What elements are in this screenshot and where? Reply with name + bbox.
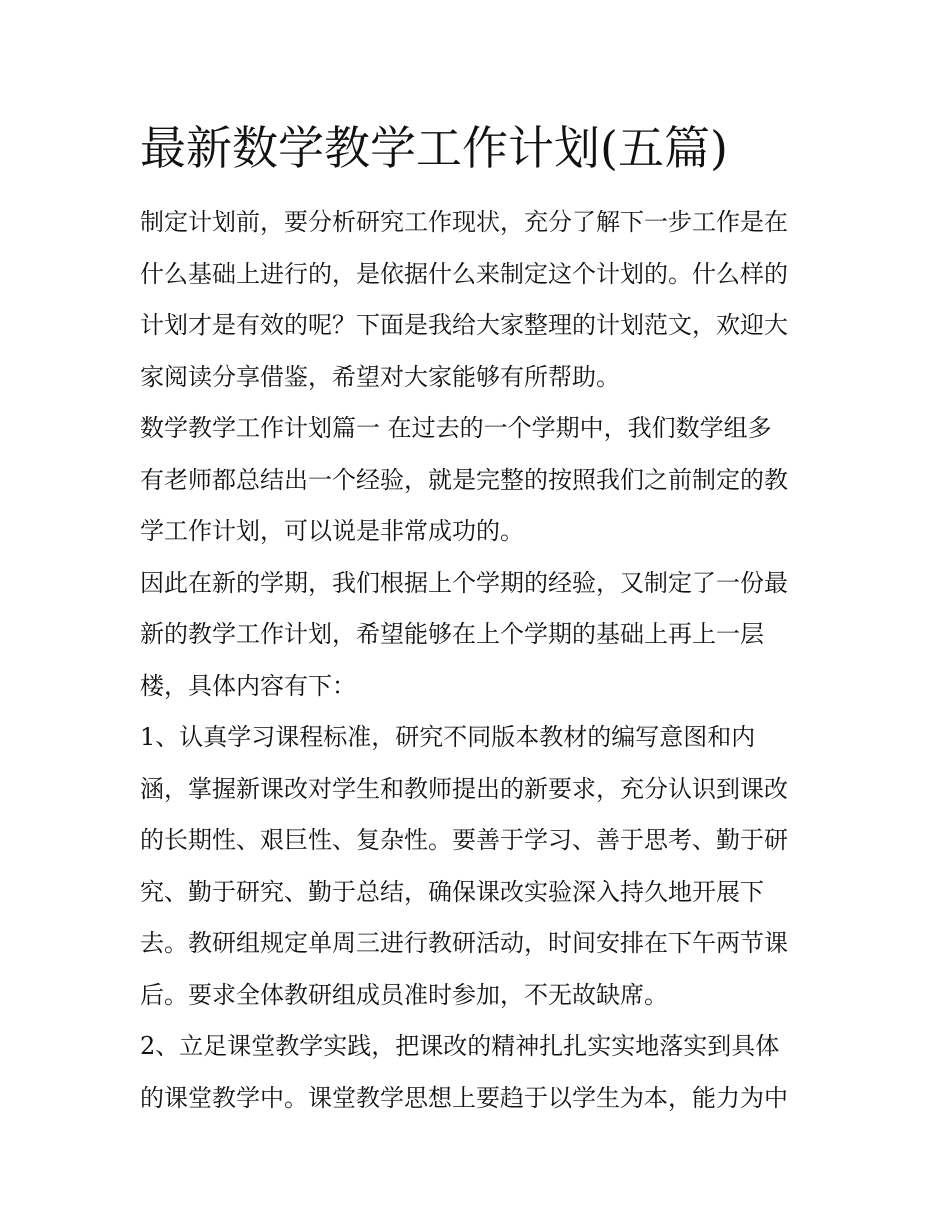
body-line: 有老师都总结出一个经验，就是完整的按照我们之前制定的教 [140,465,788,494]
body-line: 楼，具体内容有下： [140,671,356,700]
body-line: 数学教学工作计划篇一 在过去的一个学期中，我们数学组多 [140,414,772,442]
body-line: 新的教学工作计划，希望能够在上个学期的基础上再上一层 [140,620,764,648]
body-line: 因此在新的学期，我们根据上个学期的经验，又制定了一份最 [140,568,788,597]
body-line: 学工作计划，可以说是非常成功的。 [140,517,524,545]
body-line: 去。教研组规定单周三进行教研活动，时间安排在下午两节课 [140,929,788,957]
document-title: 最新数学教学工作计划(五篇) [140,121,728,175]
body-line: 什么基础上进行的，是依据什么来制定这个计划的。什么样的 [140,259,788,288]
body-line: 计划才是有效的呢？下面是我给大家整理的计划范文，欢迎大 [140,311,788,339]
document-body [140,197,820,1124]
body-line: 涵，掌握新课改对学生和教师提出的新要求，充分认识到课改 [140,774,788,803]
body-line: 后。要求全体教研组成员准时参加，不无故缺席。 [140,980,668,1009]
body-line: 的课堂教学中。课堂教学思想上要趋于以学生为本，能力为中 [140,1083,788,1112]
body-line: 1、认真学习课程标准，研究不同版本教材的编写意图和内 [140,723,756,751]
body-line: 制定计划前，要分析研究工作现状，充分了解下一步工作是在 [140,208,788,236]
body-line: 家阅读分享借鉴，希望对大家能够有所帮助。 [140,362,620,391]
body-line: 的长期性、艰巨性、复杂性。要善于学习、善于思考、勤于研 [140,826,788,854]
body-line: 2、立足课堂教学实践，把课改的精神扎扎实实地落实到具体 [140,1032,780,1060]
body-line: 究、勤于研究、勤于总结，确保课改实验深入持久地开展下 [140,877,764,906]
